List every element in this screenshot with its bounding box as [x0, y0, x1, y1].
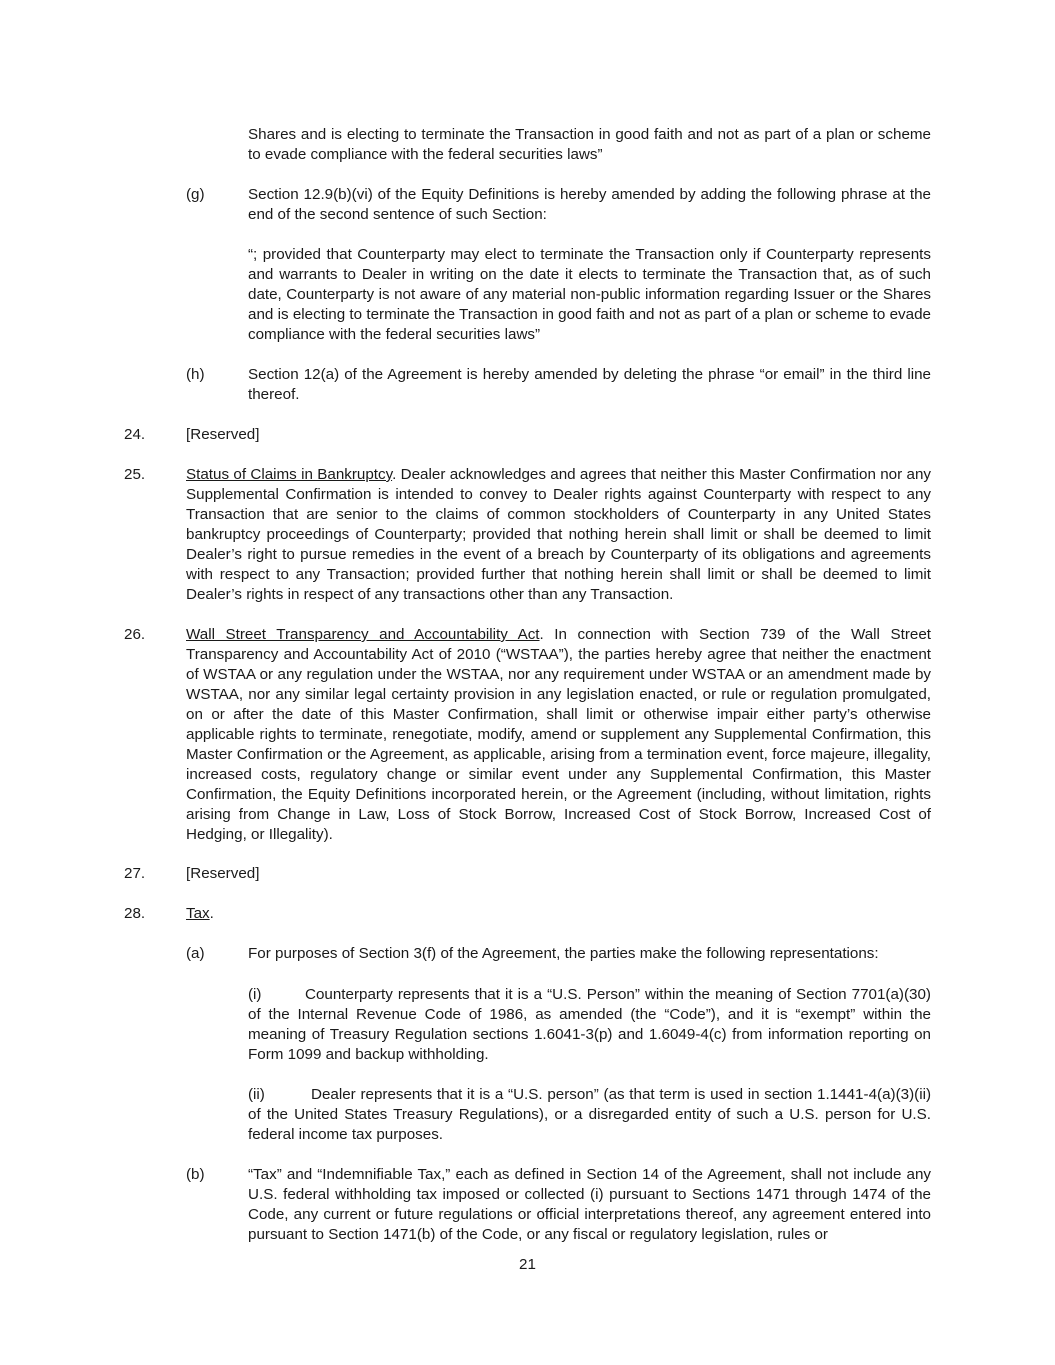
section-28-heading — [186, 904, 931, 924]
clause-28b-label: (b) — [186, 1166, 205, 1183]
clause-g-text: Section 12.9(b)(vi) of the Equity Definitions is hereby amended by adding the following phrase at the end of the second sentence of such Section: — [248, 186, 931, 223]
clause-28b-text: “Tax” and “Indemnifiable Tax,” each as defined in Section 14 of the Agreement, shall not include any U.S. federal withholding tax imposed or collected (i) pursuant to Sections 1471 through 1474 of the Code, any current or future regulations or official interpretations thereof, any agreement entered into pursuant to Section 1471(b) of the Code, or any fiscal or regulatory legislation, rules or — [248, 1166, 931, 1243]
clause-g-label: (g) — [186, 186, 205, 203]
section-28-number: 28. — [124, 905, 146, 922]
page-number: 21 — [519, 1256, 536, 1273]
section-24-text: [Reserved] — [186, 426, 260, 443]
section-25-paragraph — [186, 465, 931, 605]
clause-28a-i-text: Counterparty represents that it is a “U.S. Person” within the meaning of Section 7701(a)(30) of the Internal Revenue Code of 1986, as amended (the “Code”), and it is “exempt” within the meaning of Treasury Regulation sections 1.6041-3(p) and 1.6049-4(c) from information reporting on Form 1099 and backup withholding. — [248, 986, 931, 1063]
section-26-title: Wall Street Transparency and Accountability Act — [186, 626, 540, 643]
section-27-number: 27. — [124, 865, 146, 882]
section-28-title-suffix: . — [209, 905, 214, 922]
section-28-title: Tax — [186, 905, 210, 922]
clause-28a-ii-paragraph — [248, 1085, 931, 1145]
section-25-text: . Dealer acknowledges and agrees that neither this Master Confirmation nor any Supplemental Confirmation is intended to convey to Dealer rights against Counterparty with respect to any Transaction that are senior to the claims of common stockholders of Counterparty in any United States bankruptcy proceedings of Counterparty; provided that nothing herein shall limit or shall be deemed to limit Dealer’s right to pursue remedies in the event of a breach by Counterparty of its obligations and agreements with respect to any Transaction; provided further that nothing herein shall limit or shall be deemed to limit Dealer’s rights in respect of any transactions other than any Transaction. — [186, 466, 931, 603]
continued-paragraph: Shares and is electing to terminate the Transaction in good faith and not as part of a plan or scheme to evade compliance with the federal securities laws” — [248, 126, 931, 163]
clause-g-quote: “; provided that Counterparty may elect to terminate the Transaction only if Counterparty represents and warrants to Dealer in writing on the date it elects to terminate the Transaction that, as of such date, Counterparty is not aware of any material non-public information regarding Issuer or the Shares and is electing to terminate the Transaction in good faith and not as part of a plan or scheme to evade compliance with the federal securities laws” — [248, 246, 931, 343]
clause-28a-i-paragraph — [248, 985, 931, 1065]
clause-28a-label: (a) — [186, 945, 205, 962]
section-25-title: Status of Claims in Bankruptcy — [186, 466, 393, 483]
clause-h-label: (h) — [186, 366, 205, 383]
clause-28a-i-label: (i) — [248, 986, 262, 1003]
clause-28a-ii-text: Dealer represents that it is a “U.S. person” (as that term is used in section 1.1441-4(a)(3)(ii) of the United States Treasury Regulations), or a disregarded entity of such a U.S. person for U.S. federal income tax purposes. — [248, 1086, 931, 1143]
section-26-paragraph — [186, 625, 931, 845]
section-26-text: . In connection with Section 739 of the Wall Street Transparency and Accountability Act of 2010 (“WSTAA”), the parties hereby agree that neither the enactment of WSTAA or any regulation under the WSTAA, nor any requirement under WSTAA or an amendment made by WSTAA, nor any similar legal certainty provision in any legislation enacted, or rule or regulation promulgated, on or after the date of this Master Confirmation, shall limit or otherwise impair either party’s otherwise applicable rights to terminate, renegotiate, modify, amend or supplement any Supplemental Confirmation, this Master Confirmation or the Agreement, as applicable, arising from a termination event, force majeure, illegality, increased costs, regulatory change or similar event under any Supplemental Confirmation, this Master Confirmation, the Equity Definitions incorporated herein, or the Agreement (including, without limitation, rights arising from Change in Law, Loss of Stock Borrow, Increased Cost of Stock Borrow, Increased Cost of Hedging, or Illegality). — [186, 626, 931, 843]
section-27-text: [Reserved] — [186, 865, 260, 882]
section-26-number: 26. — [124, 626, 146, 643]
clause-28a-text: For purposes of Section 3(f) of the Agreement, the parties make the following representations: — [248, 945, 879, 962]
section-25-number: 25. — [124, 466, 146, 483]
clause-h-text: Section 12(a) of the Agreement is hereby amended by deleting the phrase “or email” in the third line thereof. — [248, 366, 931, 403]
section-24-number: 24. — [124, 426, 146, 443]
clause-28a-ii-label: (ii) — [248, 1086, 265, 1103]
